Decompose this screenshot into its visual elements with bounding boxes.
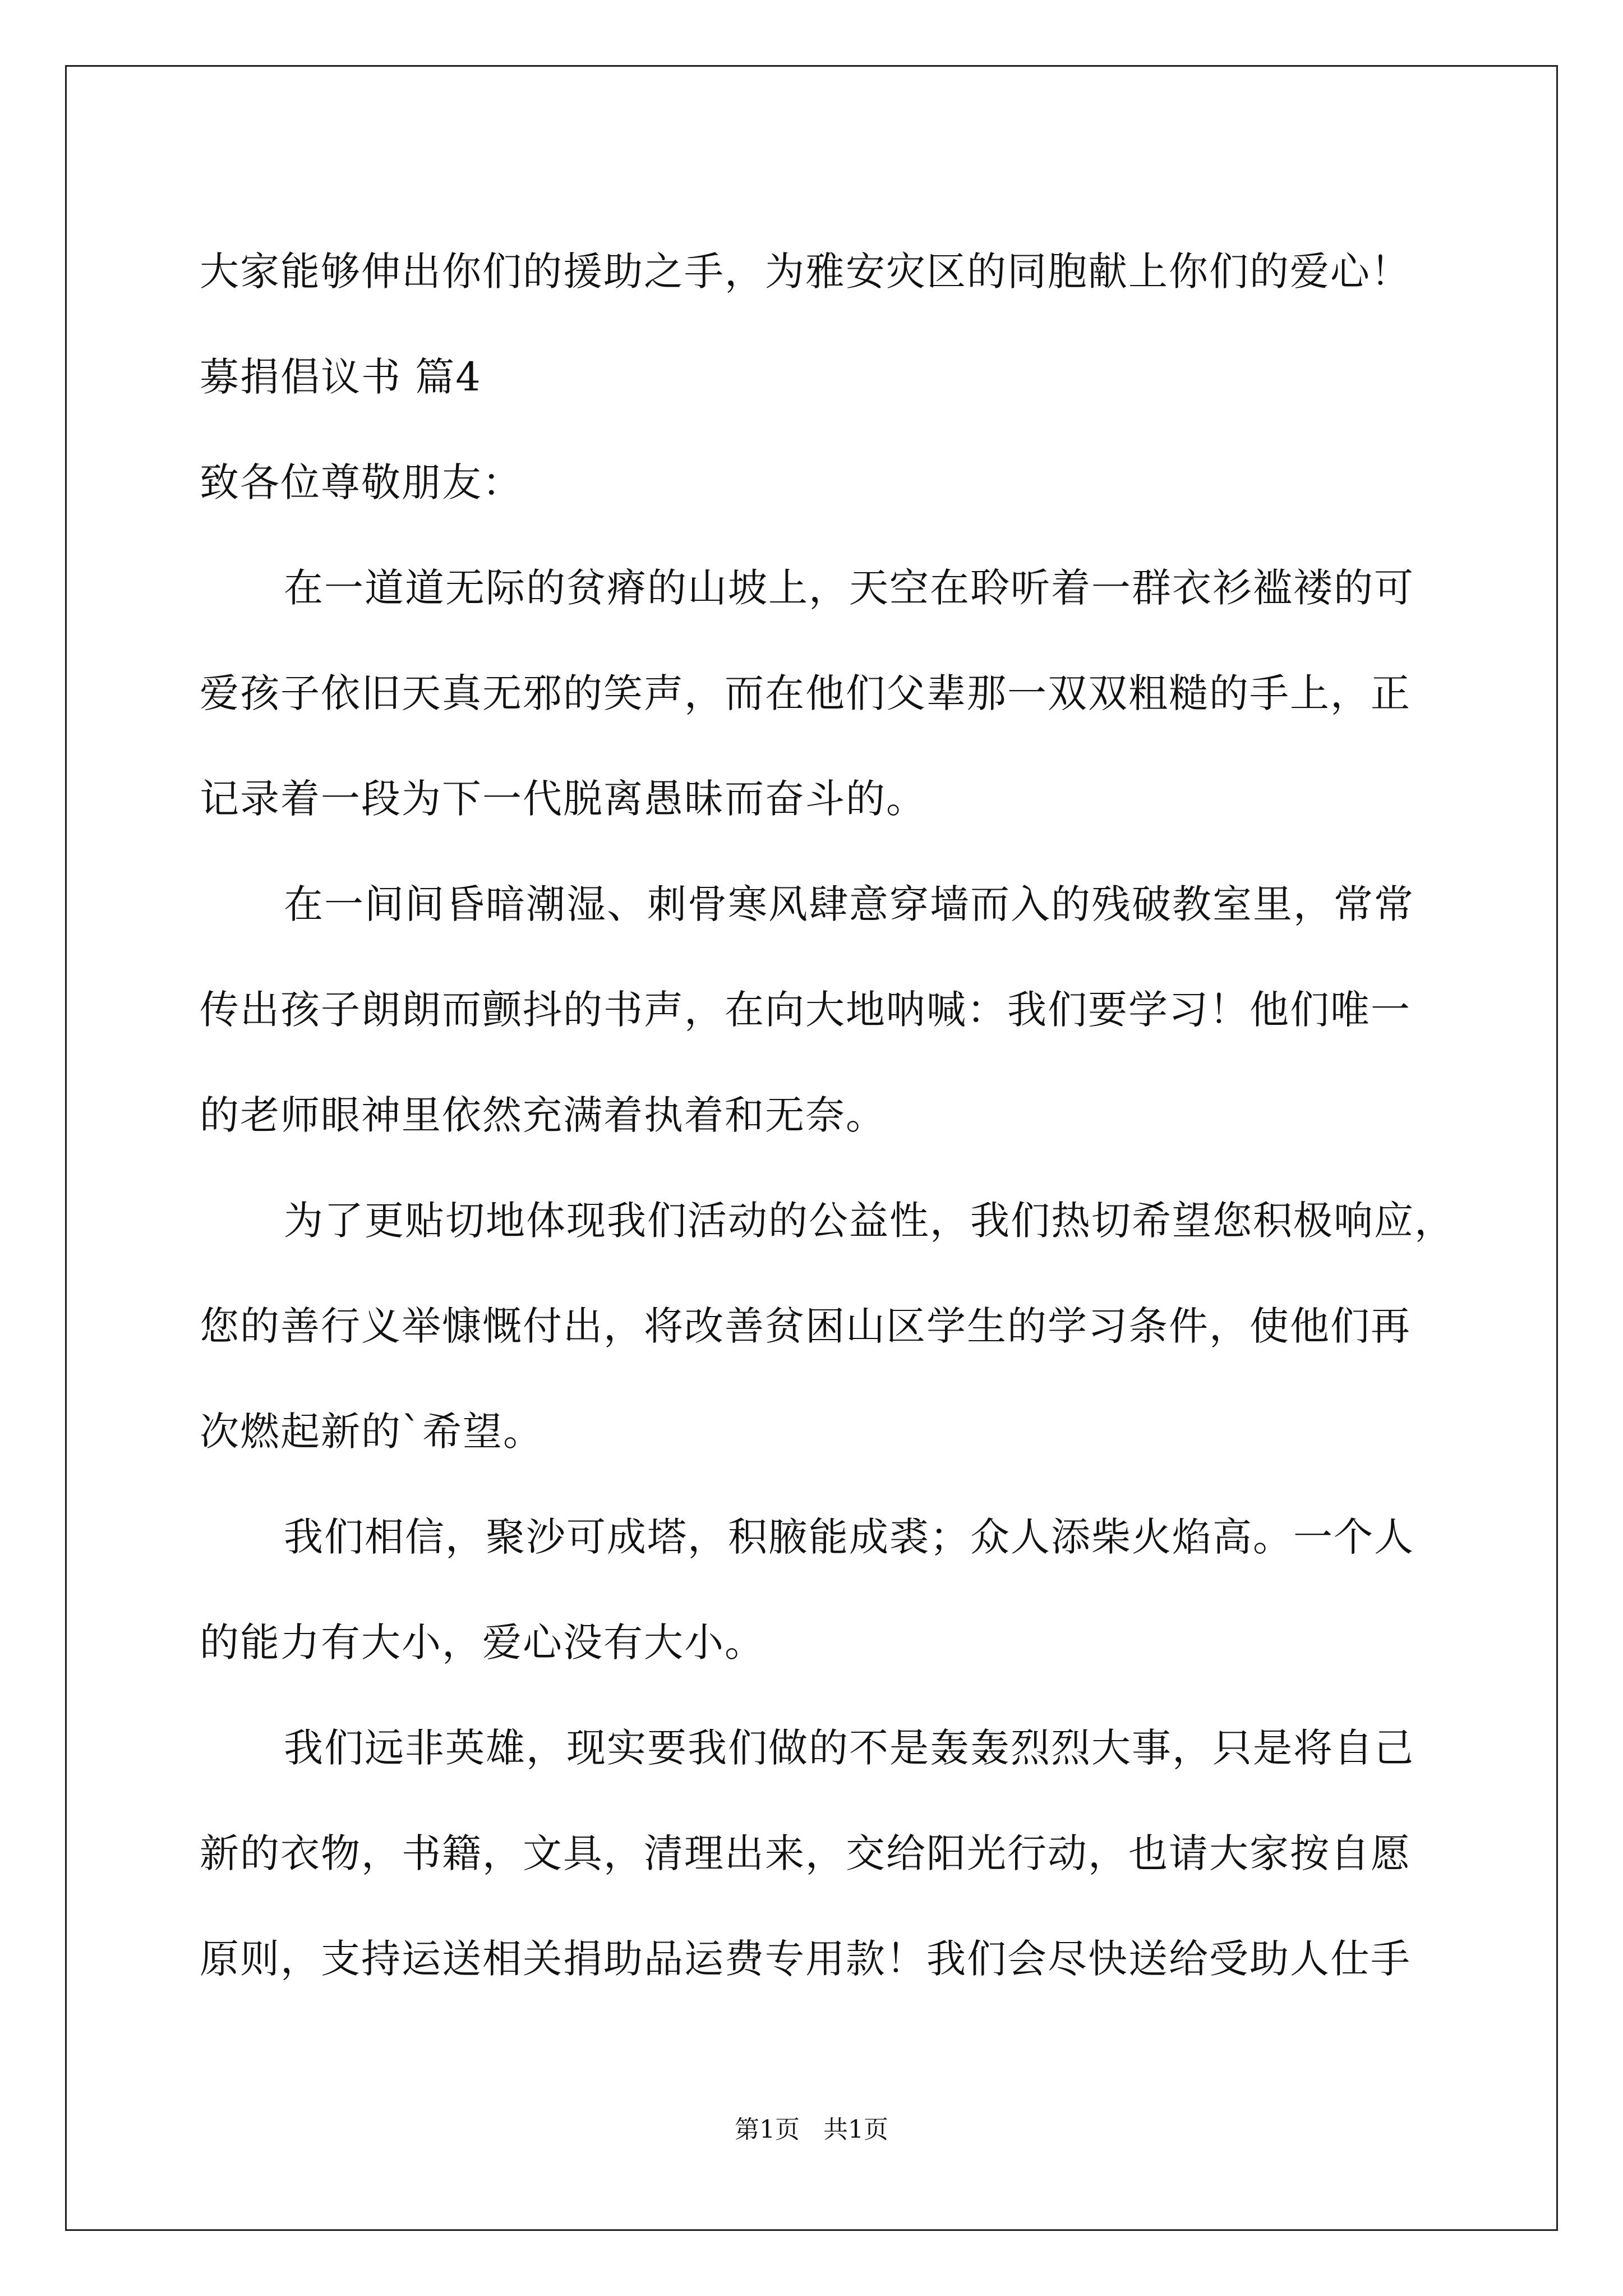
text-line: 大家能够伸出你们的援助之手，为雅安灾区的同胞献上你们的爱心！	[200, 249, 1411, 295]
document-body	[200, 219, 1455, 2012]
page-footer: 第1页 共1页	[735, 2115, 888, 2144]
paragraph-line: 我们远非英雄，现实要我们做的不是轰轰烈烈大事，只是将自己	[284, 1725, 1414, 1771]
paragraph-line: 传出孩子朗朗而颤抖的书声，在向大地呐喊：我们要学习！他们唯一	[200, 987, 1411, 1033]
section-heading: 募捐倡议书 篇4	[200, 354, 482, 400]
paragraph-line: 的能力有大小，爱心没有大小。	[200, 1619, 765, 1665]
paragraph-line: 您的善行义举慷慨付出，将改善贫困山区学生的学习条件，使他们再	[200, 1303, 1411, 1349]
paragraph-line: 爱孩子依旧天真无邪的笑声，而在他们父辈那一双双粗糙的手上，正	[200, 670, 1411, 716]
paragraph-line: 的老师眼神里依然充满着执着和无奈。	[200, 1092, 886, 1138]
paragraph-line: 记录着一段为下一代脱离愚昧而奋斗的。	[200, 776, 926, 822]
paragraph-line: 原则，支持运送相关捐助品运费专用款！我们会尽快送给受助人仕手	[200, 1936, 1411, 1982]
paragraph-line: 我们相信，聚沙可成塔，积腋能成裘；众人添柴火焰高。一个人	[284, 1514, 1414, 1560]
paragraph-line: 在一间间昏暗潮湿、刺骨寒风肆意穿墙而入的残破教室里，常常	[284, 881, 1414, 927]
paragraph-line: 次燃起新的`希望。	[200, 1409, 543, 1455]
paragraph-line: 新的衣物，书籍，文具，清理出来，交给阳光行动，也请大家按自愿	[200, 1830, 1411, 1876]
paragraph-line: 在一道道无际的贫瘠的山坡上，天空在聆听着一群衣衫褴褛的可	[284, 565, 1414, 611]
paragraph-line: 为了更贴切地体现我们活动的公益性，我们热切希望您积极响应，	[284, 1198, 1455, 1244]
salutation: 致各位尊敬朋友：	[200, 459, 523, 505]
